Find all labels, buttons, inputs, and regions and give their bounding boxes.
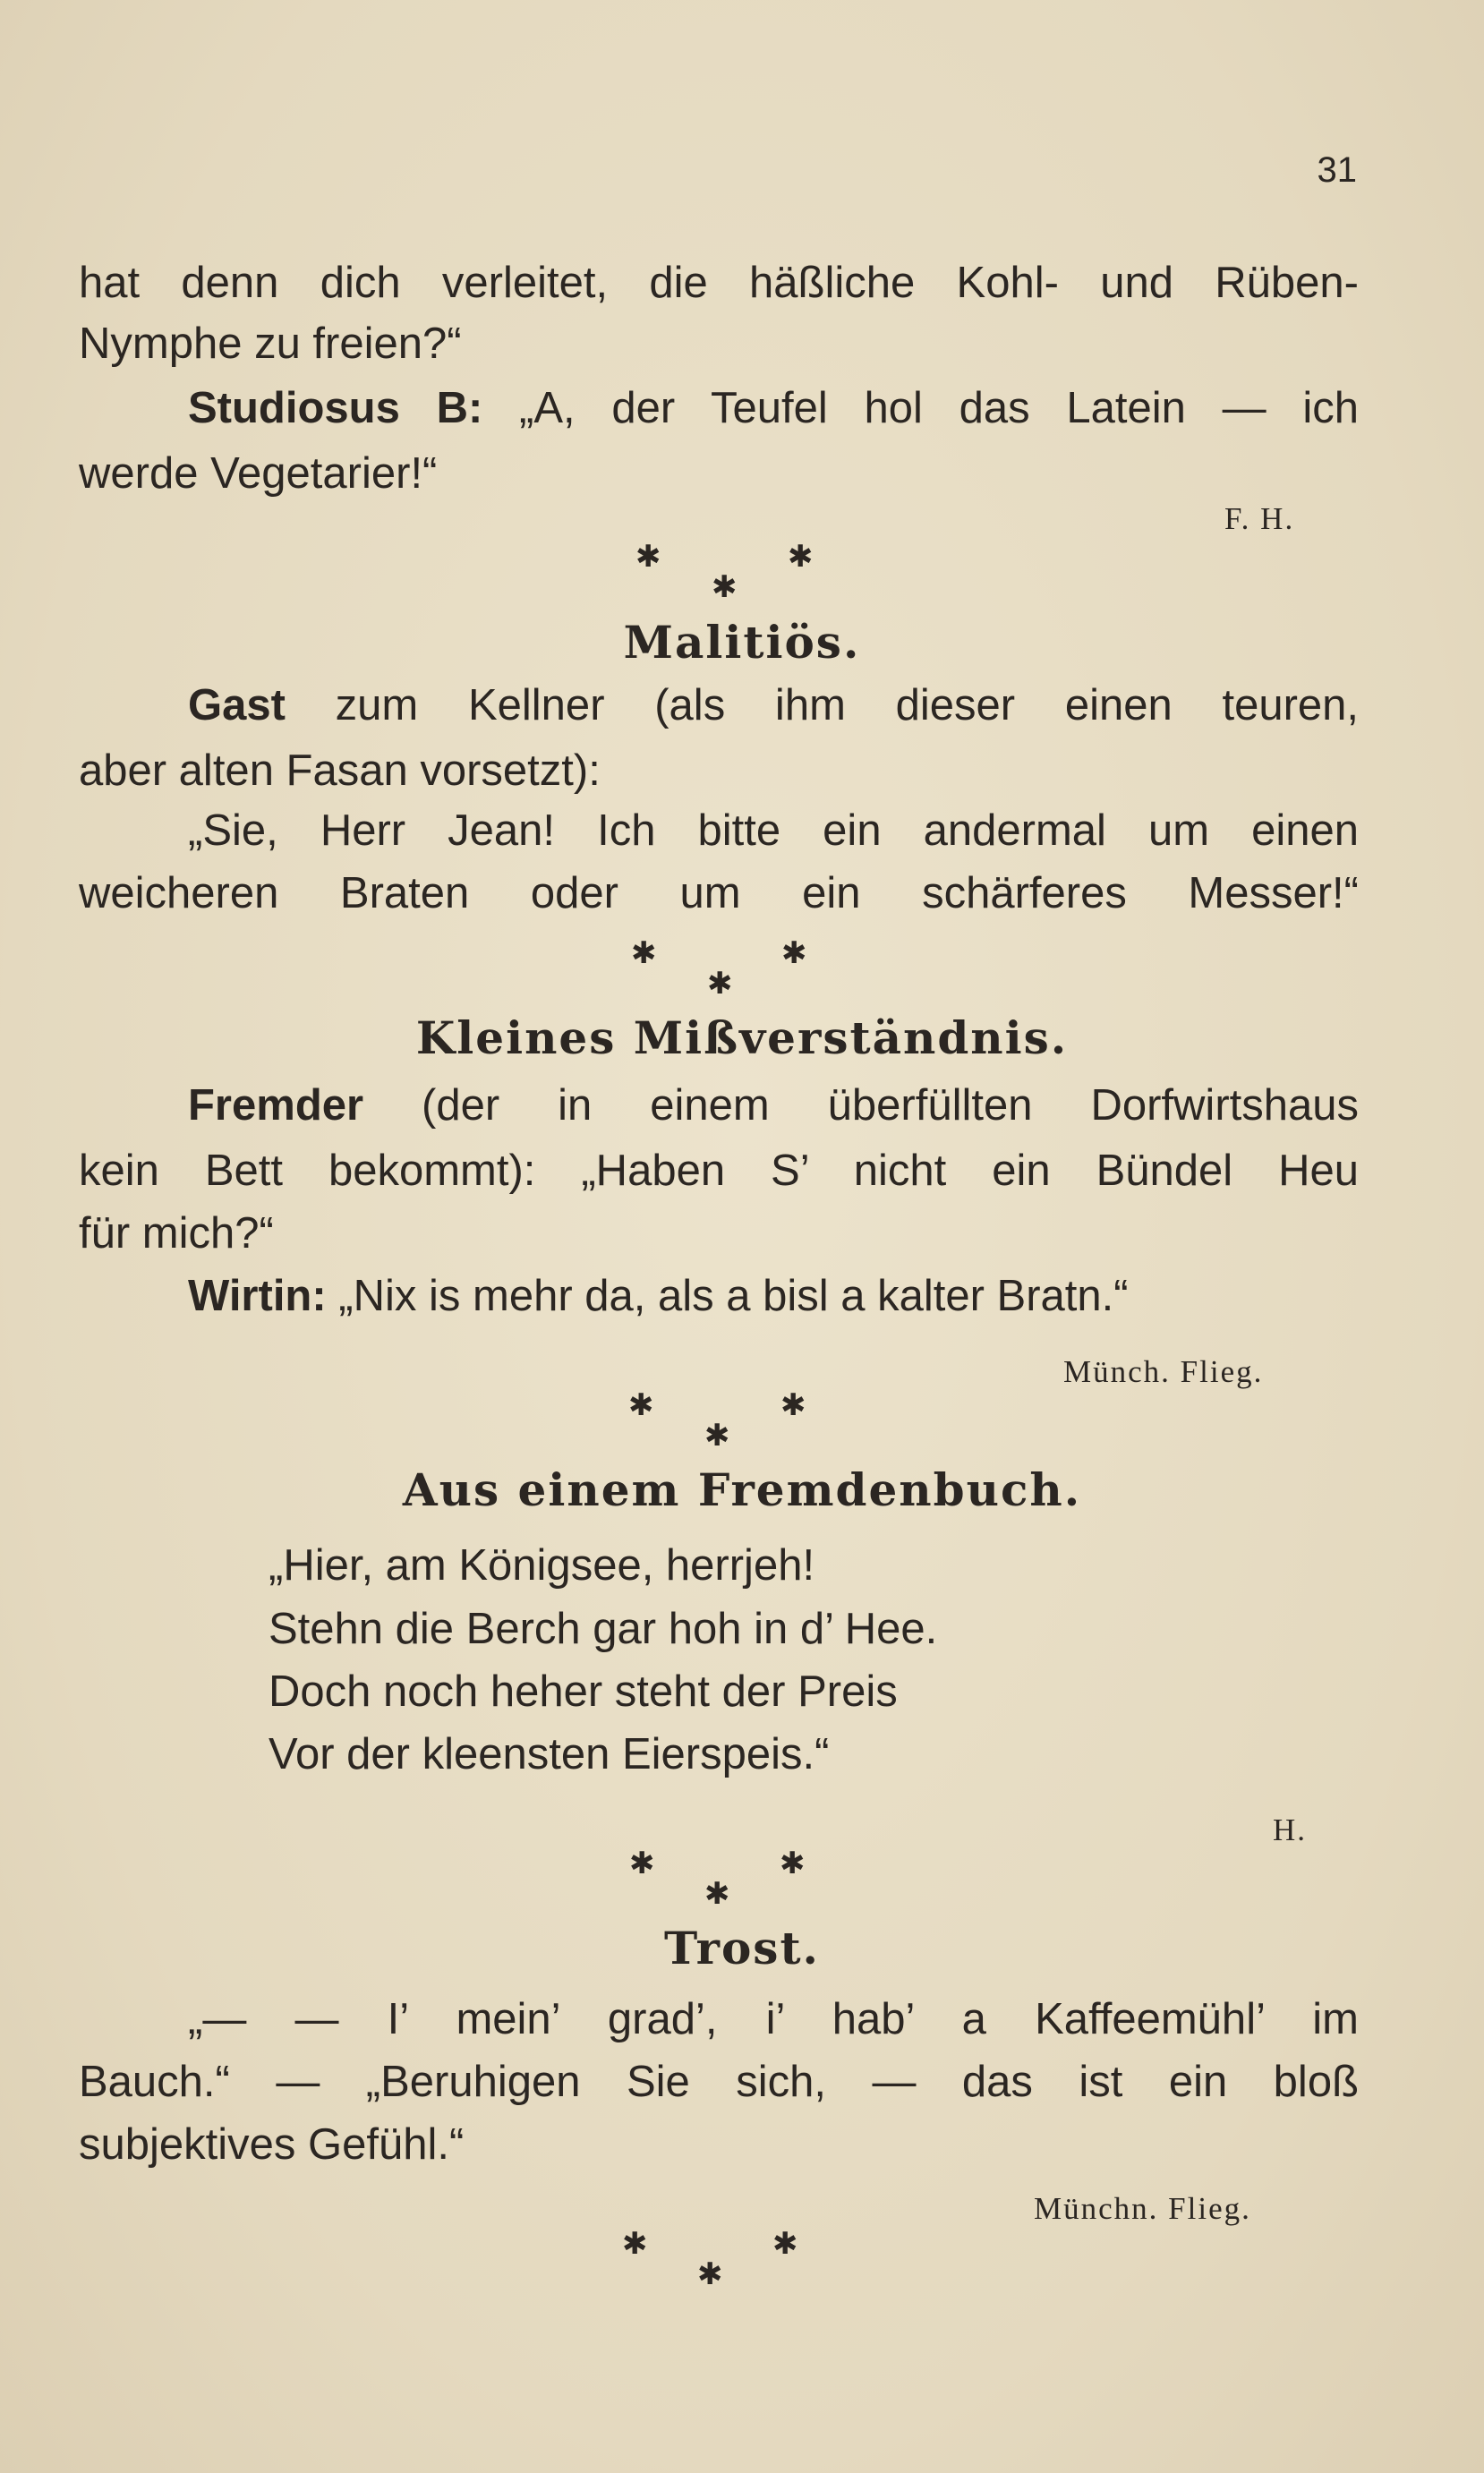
dialogue-text: „Nix is mehr da, als a bisl a kalter Bratn.“: [326, 1272, 1129, 1320]
section-title: Trost.: [664, 1922, 820, 1974]
text-line: aber alten Fasan vorsetzt):: [79, 746, 601, 795]
source-attribution: Münchn. Flieg.: [1034, 2191, 1251, 2226]
verse-line: Vor der kleensten Eierspeis.“: [269, 1730, 830, 1778]
asterisk-icon: ✱: [629, 1846, 655, 1881]
source-attribution: H.: [1273, 1812, 1308, 1847]
asterism-divider: [0, 935, 1484, 1010]
speaker-name: Gast: [188, 681, 286, 729]
asterism-divider: [0, 1387, 1484, 1462]
text-line: Nymphe zu freien?“: [79, 320, 462, 368]
speaker-name: Studiosus B:: [188, 384, 483, 432]
asterisk-icon: ✱: [780, 1846, 806, 1881]
text-line: weicheren Braten oder um ein schärferes Messer!“: [79, 869, 1359, 917]
asterism-divider: [0, 2226, 1484, 2300]
asterism-divider: [0, 539, 1484, 613]
asterisk-icon: ✱: [788, 539, 814, 575]
asterisk-icon: ✱: [622, 2226, 648, 2262]
text-line: Bauch.“ — „Beruhigen Sie sich, — das ist ein bloß: [79, 2058, 1359, 2106]
section-title: Malitiös.: [623, 616, 861, 669]
asterisk-icon: ✱: [712, 569, 738, 605]
dialogue-line: [188, 1271, 1359, 1321]
dialogue-line: [188, 1080, 1359, 1130]
dialogue-text: (der in einem überfüllten Dorfwirtshaus: [363, 1081, 1359, 1130]
verse-line: „Hier, am Königsee, herrjeh!: [269, 1541, 815, 1590]
asterisk-icon: ✱: [704, 1876, 730, 1912]
source-attribution: F. H.: [1224, 501, 1295, 536]
asterisk-icon: ✱: [635, 539, 661, 575]
source-attribution: Münch. Flieg.: [1063, 1354, 1264, 1389]
text-line: „— — I’ mein’ grad’, i’ hab’ a Kaffeemühl’ im: [188, 1995, 1359, 2043]
speaker-name: Wirtin:: [188, 1272, 327, 1320]
section-title: Aus einem Fremdenbuch.: [402, 1463, 1082, 1516]
asterisk-icon: ✱: [781, 935, 807, 971]
text-line: subjektives Gefühl.“: [79, 2120, 465, 2169]
asterisk-icon: ✱: [704, 1418, 730, 1454]
dialogue-line: [188, 680, 1359, 730]
speaker-name: Fremder: [188, 1081, 364, 1130]
dialogue-text: zum Kellner (als ihm dieser einen teuren,: [285, 681, 1359, 729]
asterisk-icon: ✱: [772, 2226, 798, 2262]
text-line: „Sie, Herr Jean! Ich bitte ein andermal um einen: [188, 806, 1359, 855]
asterism-divider: [0, 1848, 1484, 1920]
asterisk-icon: ✱: [628, 1387, 654, 1423]
section-title: Kleines Mißverständnis.: [415, 1011, 1069, 1064]
dialogue-line: [188, 383, 1359, 433]
asterisk-icon: ✱: [707, 966, 733, 1002]
asterisk-icon: ✱: [780, 1387, 806, 1423]
verse-line: Stehn die Berch gar hoh in d’ Hee.: [269, 1605, 938, 1653]
text-line: kein Bett bekommt): „Haben S’ nicht ein Bündel Heu: [79, 1147, 1359, 1195]
dialogue-text: „A, der Teufel hol das Latein — ich: [482, 384, 1359, 432]
asterisk-icon: ✱: [697, 2256, 723, 2292]
text-line: werde Vegetarier!“: [79, 449, 438, 498]
verse-line: Doch noch heher steht der Preis: [269, 1667, 898, 1716]
page-number: 31: [1317, 150, 1357, 190]
text-line: für mich?“: [79, 1209, 274, 1258]
text-line: hat denn dich verleitet, die häßliche Kohl- und Rüben-: [79, 259, 1359, 307]
asterisk-icon: ✱: [631, 935, 657, 971]
